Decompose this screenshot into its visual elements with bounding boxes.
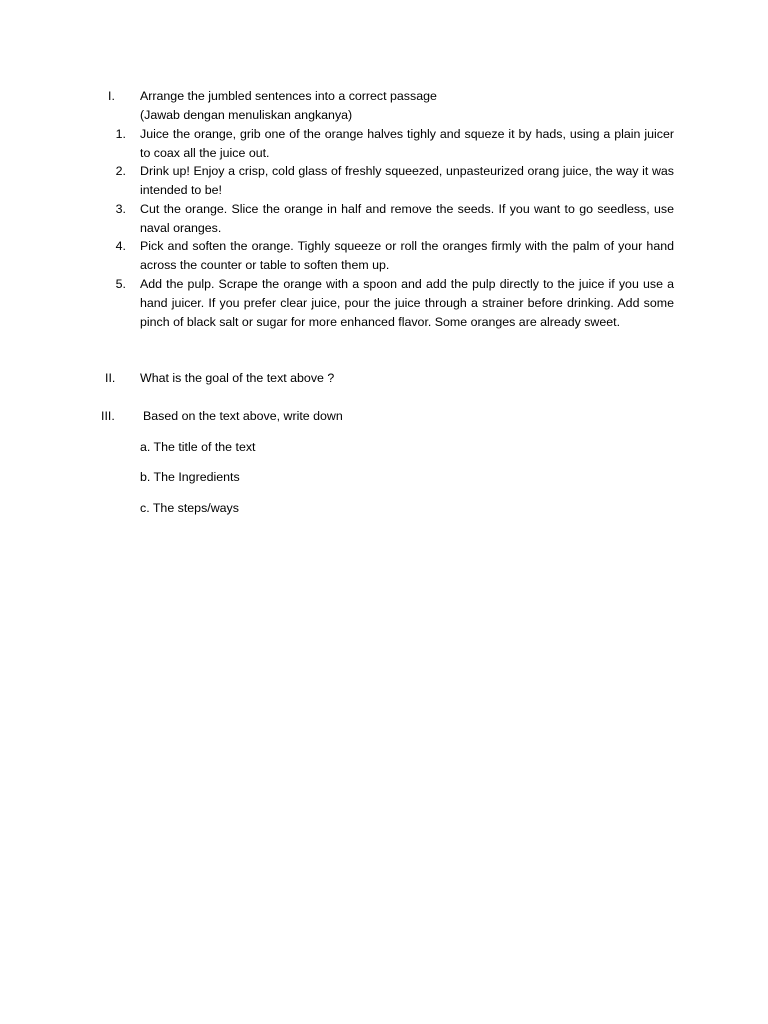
section-3-numeral: III. — [101, 409, 115, 423]
section-3-question: Based on the text above, write down — [143, 409, 343, 423]
section-3-part-c: c. The steps/ways — [140, 501, 239, 515]
list-item-4: Pick and soften the orange. Tighly squeeze or roll the oranges firmly with the palm of your hand across the counter or table to soften them up. — [140, 239, 674, 272]
item-number: 2. — [115, 164, 126, 178]
list-item-2: Drink up! Enjoy a crisp, cold glass of freshly squeezed, unpasteurized orang juice, the way it was intended to be! — [140, 164, 674, 197]
section-2-numeral: II. — [105, 371, 116, 385]
section-3-part-b: b. The Ingredients — [140, 470, 240, 484]
item-number: 1. — [115, 127, 126, 141]
list-item-3: Cut the orange. Slice the orange in half and remove the seeds. If you want to go seedless, use naval oranges. — [140, 202, 674, 235]
section-1-note: (Jawab dengan menuliskan angkanya) — [140, 108, 353, 122]
section-3-part-a: a. The title of the text — [140, 440, 256, 454]
section-1-instruction: Arrange the jumbled sentences into a correct passage — [140, 89, 437, 103]
item-number: 5. — [115, 277, 126, 291]
section-2-question: What is the goal of the text above ? — [140, 371, 335, 385]
item-number: 3. — [115, 202, 126, 216]
list-item-1: Juice the orange, grib one of the orange halves tighly and squeze it by hads, using a plain juicer to coax all the juice out. — [140, 127, 674, 160]
item-number: 4. — [115, 239, 126, 253]
list-item-5: Add the pulp. Scrape the orange with a spoon and add the pulp directly to the juice if you use a hand juicer. If you prefer clear juice, pour the juice through a strainer before drinking. Add some pinch of black salt or sugar for more enhanced flavor. Some oranges are already sweet. — [140, 277, 674, 329]
section-1-numeral: I. — [108, 89, 115, 103]
